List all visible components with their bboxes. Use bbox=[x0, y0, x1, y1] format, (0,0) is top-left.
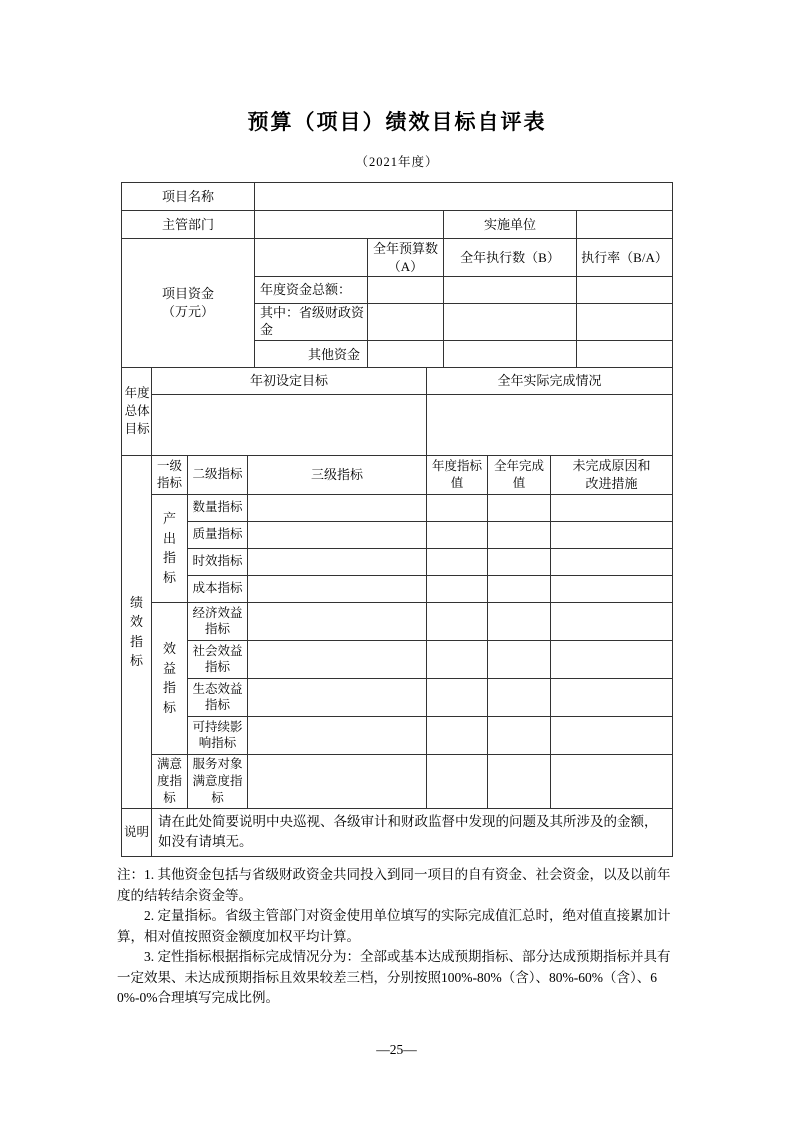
empty-cell bbox=[248, 494, 427, 521]
goal-initial-value-cell bbox=[152, 394, 427, 455]
empty-cell bbox=[427, 640, 488, 678]
project-name-value-cell bbox=[255, 183, 673, 211]
page-title: 预算（项目）绩效目标自评表 bbox=[247, 110, 547, 134]
goal-initial-label: 年初设定目标 bbox=[152, 367, 427, 394]
empty-cell bbox=[427, 716, 488, 754]
level3-indicator-header: 三级指标 bbox=[248, 455, 427, 494]
header-and-funds-table bbox=[121, 182, 673, 368]
footnotes bbox=[117, 865, 673, 1009]
empty-cell bbox=[488, 640, 551, 678]
empty-cell bbox=[488, 678, 551, 716]
funds-provincial-budget-cell bbox=[368, 304, 444, 341]
funds-total-budget-cell bbox=[368, 277, 444, 304]
table-row bbox=[122, 678, 673, 716]
table-row bbox=[122, 183, 673, 211]
quality-indicator-label: 质量指标 bbox=[188, 521, 248, 548]
empty-cell bbox=[488, 548, 551, 575]
remark-text: 请在此处简要说明中央巡视、各级审计和财政监督中发现的问题及其所涉及的金额，如没有请填无。 bbox=[152, 808, 673, 857]
empty-cell bbox=[248, 602, 427, 640]
sustainable-impact-indicator-label: 可持续影响指标 bbox=[188, 716, 248, 754]
empty-cell bbox=[248, 716, 427, 754]
annual-completed-value-header: 全年完成值 bbox=[488, 455, 551, 494]
table-row bbox=[122, 808, 673, 857]
table-row bbox=[122, 494, 673, 521]
funds-row-total-label: 年度资金总额： bbox=[255, 277, 368, 304]
empty-cell bbox=[488, 494, 551, 521]
cost-indicator-label: 成本指标 bbox=[188, 575, 248, 602]
funds-col-executed-label: 全年执行数（B） bbox=[444, 239, 577, 277]
funds-header-empty-cell bbox=[255, 239, 368, 277]
empty-cell bbox=[427, 494, 488, 521]
goal-actual-label: 全年实际完成情况 bbox=[427, 367, 673, 394]
timeliness-indicator-label: 时效指标 bbox=[188, 548, 248, 575]
empty-cell bbox=[248, 521, 427, 548]
benefit-indicator-group-label: 效益指标 bbox=[152, 602, 188, 754]
funds-provincial-rate-cell bbox=[577, 304, 673, 341]
empty-cell bbox=[551, 602, 673, 640]
table-row bbox=[122, 367, 673, 394]
service-object-satisfaction-indicator-label: 服务对象满意度指标 bbox=[188, 754, 248, 808]
empty-cell bbox=[248, 754, 427, 808]
empty-cell bbox=[551, 548, 673, 575]
empty-cell bbox=[427, 678, 488, 716]
funds-provincial-executed-cell bbox=[444, 304, 577, 341]
perf-indicators-label: 绩效指标 bbox=[122, 455, 152, 808]
funds-other-executed-cell bbox=[444, 340, 577, 367]
remark-table bbox=[121, 808, 673, 858]
empty-cell bbox=[488, 716, 551, 754]
social-benefit-indicator-label: 社会效益指标 bbox=[188, 640, 248, 678]
empty-cell bbox=[427, 754, 488, 808]
empty-cell bbox=[427, 521, 488, 548]
implement-unit-value-cell bbox=[577, 211, 673, 239]
table-row bbox=[122, 602, 673, 640]
funds-other-budget-cell bbox=[368, 340, 444, 367]
funds-total-executed-cell bbox=[444, 277, 577, 304]
table-row bbox=[122, 211, 673, 239]
table-row bbox=[122, 754, 673, 808]
empty-cell bbox=[427, 602, 488, 640]
footnote-1: 注：1. 其他资金包括与省级财政资金共同投入到同一项目的自有资金、社会资金，以及以前年度的结转结余资金等。 bbox=[117, 867, 671, 903]
funds-total-rate-cell bbox=[577, 277, 673, 304]
annual-goal-table bbox=[121, 367, 673, 456]
funds-row-other-label: 其他资金 bbox=[255, 340, 368, 367]
table-row bbox=[122, 239, 673, 277]
footnote-3: 3. 定性指标根据指标完成情况分为：全部或基本达成预期指标、部分达成预期指标并具有一定效果、未达成预期指标且效果较差三档，分别按照100%-80%（含）、80%-60%（含）、60%-0%合理填写完成比例。 bbox=[117, 949, 671, 1006]
empty-cell bbox=[551, 754, 673, 808]
annual-goal-label: 年度总体目标 bbox=[122, 367, 152, 455]
table-row bbox=[122, 640, 673, 678]
empty-cell bbox=[551, 575, 673, 602]
empty-cell bbox=[427, 575, 488, 602]
table-row bbox=[122, 455, 673, 494]
table-row bbox=[122, 716, 673, 754]
empty-cell bbox=[551, 678, 673, 716]
implement-unit-label: 实施单位 bbox=[444, 211, 577, 239]
empty-cell bbox=[551, 640, 673, 678]
quantity-indicator-label: 数量指标 bbox=[188, 494, 248, 521]
ecological-benefit-indicator-label: 生态效益指标 bbox=[188, 678, 248, 716]
form-content bbox=[117, 106, 673, 1009]
indicators-table bbox=[121, 455, 673, 809]
table-row bbox=[122, 394, 673, 455]
empty-cell bbox=[248, 640, 427, 678]
empty-cell bbox=[248, 575, 427, 602]
table-row bbox=[122, 521, 673, 548]
empty-cell bbox=[551, 716, 673, 754]
funds-row-provincial-label: 其中：省级财政资金 bbox=[255, 304, 368, 341]
empty-cell bbox=[427, 548, 488, 575]
table-row bbox=[122, 575, 673, 602]
goal-actual-value-cell bbox=[427, 394, 673, 455]
output-indicator-group-label: 产出指标 bbox=[152, 494, 188, 602]
annual-target-value-header: 年度指标值 bbox=[427, 455, 488, 494]
page-number: —25— bbox=[376, 1042, 417, 1057]
empty-cell bbox=[488, 575, 551, 602]
project-name-label: 项目名称 bbox=[122, 183, 255, 211]
table-row bbox=[122, 548, 673, 575]
department-value-cell bbox=[255, 211, 444, 239]
empty-cell bbox=[248, 548, 427, 575]
footnote-2: 2. 定量指标。省级主管部门对资金使用单位填写的实际完成值汇总时，绝对值直接累加计算，相对值按照资金额度加权平均计算。 bbox=[117, 908, 671, 944]
empty-cell bbox=[488, 754, 551, 808]
funds-col-budget-label: 全年预算数（A） bbox=[368, 239, 444, 277]
funds-label: 项目资金（万元） bbox=[122, 239, 255, 368]
empty-cell bbox=[551, 494, 673, 521]
economic-benefit-indicator-label: 经济效益指标 bbox=[188, 602, 248, 640]
satisfaction-indicator-group-label: 满意度指标 bbox=[152, 754, 188, 808]
department-label: 主管部门 bbox=[122, 211, 255, 239]
uncompleted-reason-header: 未完成原因和改进措施 bbox=[551, 455, 673, 494]
empty-cell bbox=[488, 521, 551, 548]
empty-cell bbox=[551, 521, 673, 548]
remark-label: 说明 bbox=[122, 808, 152, 857]
funds-col-rate-label: 执行率（B/A） bbox=[577, 239, 673, 277]
level2-indicator-header: 二级指标 bbox=[188, 455, 248, 494]
funds-other-rate-cell bbox=[577, 340, 673, 367]
empty-cell bbox=[488, 602, 551, 640]
level1-indicator-header: 一级指标 bbox=[152, 455, 188, 494]
page-subtitle: （2021年度） bbox=[355, 155, 439, 169]
empty-cell bbox=[248, 678, 427, 716]
